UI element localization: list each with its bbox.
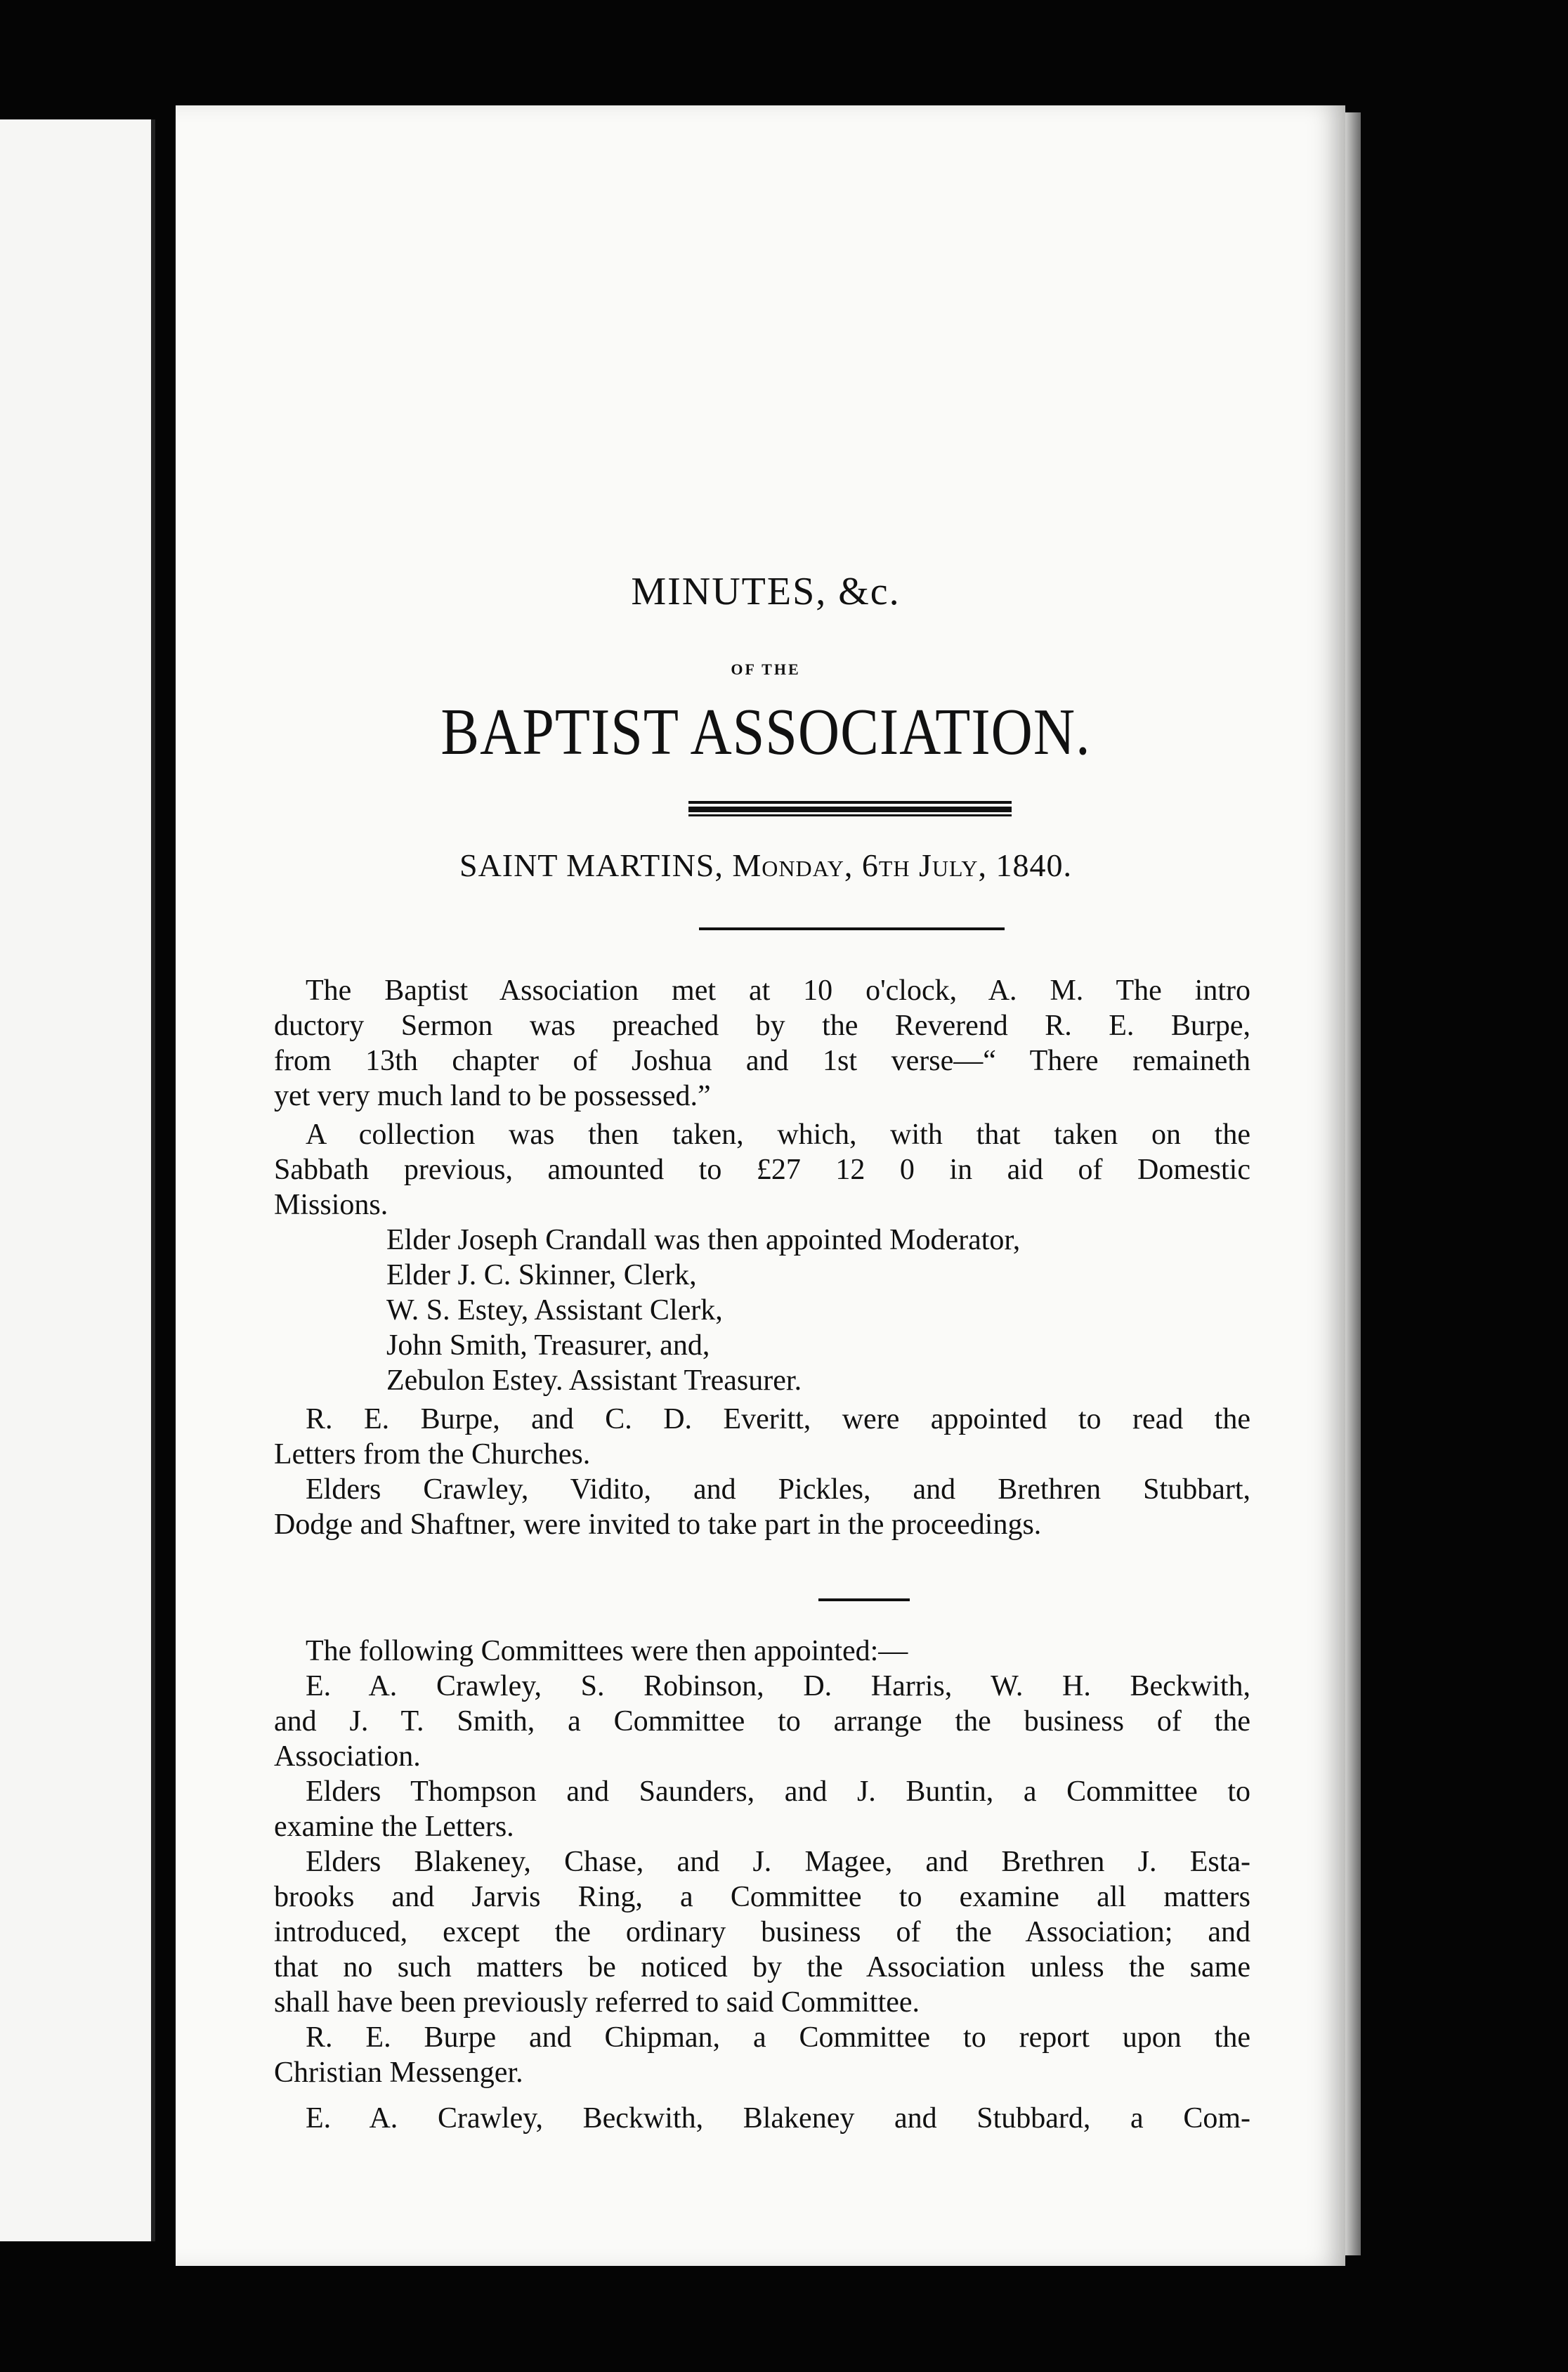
text-line: ductory Sermon was preached by the Reverend R. E. Burpe, (274, 1010, 1250, 1042)
left-page-edge (0, 119, 155, 2241)
text-line: E. A. Crawley, S. Robinson, D. Harris, W. H. Beckwith, (306, 1670, 1250, 1702)
short-rule (818, 1598, 910, 1601)
text-line: Elders Thompson and Saunders, and J. Buntin, a Committee to (306, 1775, 1250, 1808)
text-line: Elder Joseph Crandall was then appointed Moderator, (386, 1224, 1021, 1256)
minutes-title: MINUTES, &c. (631, 570, 901, 613)
association-title: BAPTIST ASSOCIATION. (440, 695, 1091, 769)
double-rule (688, 801, 1012, 816)
text-line: Elder J. C. Skinner, Clerk, (386, 1259, 697, 1291)
text-line: examine the Letters. (274, 1811, 514, 1843)
page-edge-shadow (1345, 112, 1361, 2255)
text-line: R. E. Burpe and Chipman, a Committee to report upon the (306, 2021, 1250, 2054)
section-rule (699, 927, 1005, 930)
of-the-label: OF THE (731, 660, 801, 678)
text-line: brooks and Jarvis Ring, a Committee to examine all matters (274, 1881, 1250, 1913)
text-line: Missions. (274, 1189, 388, 1221)
text-line: yet very much land to be possessed.” (274, 1080, 711, 1112)
text-line: W. S. Estey, Assistant Clerk, (386, 1294, 723, 1327)
text-line: from 13th chapter of Joshua and 1st verse—“ There remaineth (274, 1045, 1250, 1077)
text-line: The Baptist Association met at 10 o'clock, A. M. The intro (306, 975, 1250, 1007)
text-line: Elders Crawley, Vidito, and Pickles, and Brethren Stubbart, (306, 1473, 1250, 1506)
text-line: John Smith, Treasurer, and, (386, 1329, 710, 1362)
text-line: shall have been previously referred to said Committee. (274, 1986, 920, 2019)
text-line: A collection was then taken, which, with that taken on the (306, 1119, 1250, 1151)
text-line: introduced, except the ordinary business of the Association; and (274, 1916, 1250, 1948)
text-line: Sabbath previous, amounted to £27 12 0 in aid of Domestic (274, 1154, 1250, 1186)
document-page (176, 105, 1345, 2266)
text-line: and J. T. Smith, a Committee to arrange the business of the (274, 1705, 1250, 1738)
text-line: Dodge and Shaftner, were invited to take part in the proceedings. (274, 1508, 1042, 1541)
text-line: Elders Blakeney, Chase, and J. Magee, and Brethren J. Esta- (306, 1846, 1250, 1878)
text-line: Letters from the Churches. (274, 1438, 591, 1471)
place-date-line: SAINT MARTINS, Monday, 6th July, 1840. (459, 847, 1072, 883)
text-line: Zebulon Estey. Assistant Treasurer. (386, 1364, 802, 1397)
text-line: E. A. Crawley, Beckwith, Blakeney and Stubbard, a Com- (306, 2102, 1250, 2135)
text-line: R. E. Burpe, and C. D. Everitt, were appointed to read the (306, 1403, 1250, 1435)
text-line: Christian Messenger. (274, 2057, 523, 2089)
text-line: The following Committees were then appointed:— (306, 1635, 908, 1667)
text-line: Association. (274, 1740, 421, 1773)
text-line: that no such matters be noticed by the Association unless the same (274, 1951, 1250, 1983)
